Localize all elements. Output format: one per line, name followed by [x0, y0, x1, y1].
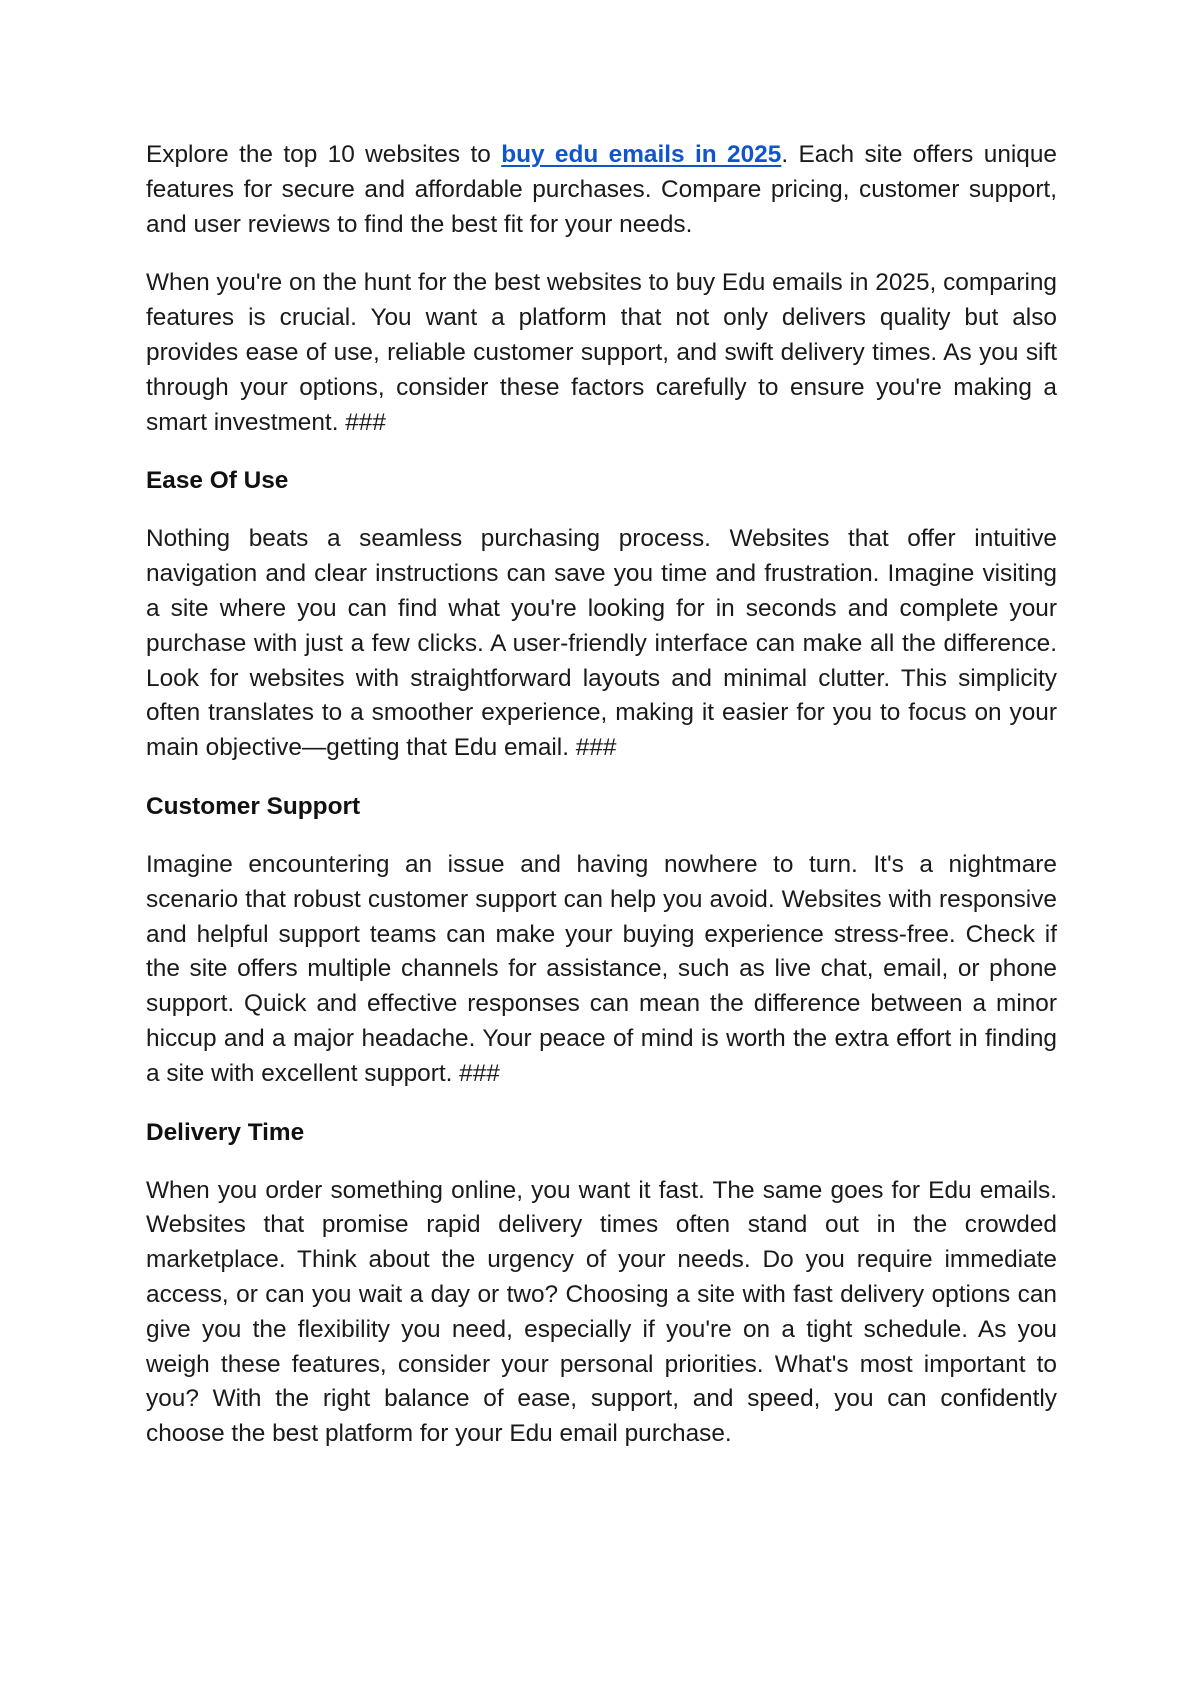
section-heading-ease-of-use: Ease Of Use	[146, 467, 289, 495]
intro-text-before-link: Explore the top 10 websites to	[146, 141, 502, 168]
section-heading-delivery-time: Delivery Time	[146, 1118, 305, 1146]
section-body-customer-support: Imagine encountering an issue and having nowhere to turn. It's a nightmare scenario that robust customer support can help you avoid. Websites with responsive and helpful support teams can make your buying experience stress-free. Check if the site offers multiple channels for assistance, such as live chat, email, or phone support. Quick and effective responses can mean the difference between a minor hiccup and a major headache. Your peace of mind is worth the extra effort in finding a site with excellent support. ###	[146, 850, 1057, 1087]
intro-paragraph	[146, 138, 1057, 242]
document-body	[146, 138, 1057, 1452]
overview-paragraph: When you're on the hunt for the best websites to buy Edu emails in 2025, comparing features is crucial. You want a platform that not only delivers quality but also provides ease of use, reliable customer support, and swift delivery times. As you sift through your options, consider these factors carefully to ensure you're making a smart investment. ###	[146, 269, 1057, 436]
buy-edu-emails-link[interactable]: buy edu emails in 2025	[501, 141, 782, 168]
section-body-ease-of-use: Nothing beats a seamless purchasing process. Websites that offer intuitive navigation and clear instructions can save you time and frustration. Imagine visiting a site where you can find what you're looking for in seconds and complete your purchase with just a few clicks. A user-friendly interface can make all the difference. Look for websites with straightforward layouts and minimal clutter. This simplicity often translates to a smoother experience, making it easier for you to focus on your main objective—getting that Edu email. ###	[146, 525, 1057, 762]
section-heading-customer-support: Customer Support	[146, 792, 361, 820]
intro-text-after-link: . Each site offers unique features for secure and affordable purchases. Compare pricing, customer support, and user reviews to find the best fit for your needs.	[146, 141, 1057, 238]
section-body-delivery-time: When you order something online, you want it fast. The same goes for Edu emails. Websites that promise rapid delivery times often stand out in the crowded marketplace. Think about the urgency of your needs. Do you require immediate access, or can you wait a day or two? Choosing a site with fast delivery options can give you the flexibility you need, especially if you're on a tight schedule. As you weigh these features, consider your personal priorities. What's most important to you? With the right balance of ease, support, and speed, you can confidently choose the best platform for your Edu email purchase.	[146, 1176, 1057, 1448]
